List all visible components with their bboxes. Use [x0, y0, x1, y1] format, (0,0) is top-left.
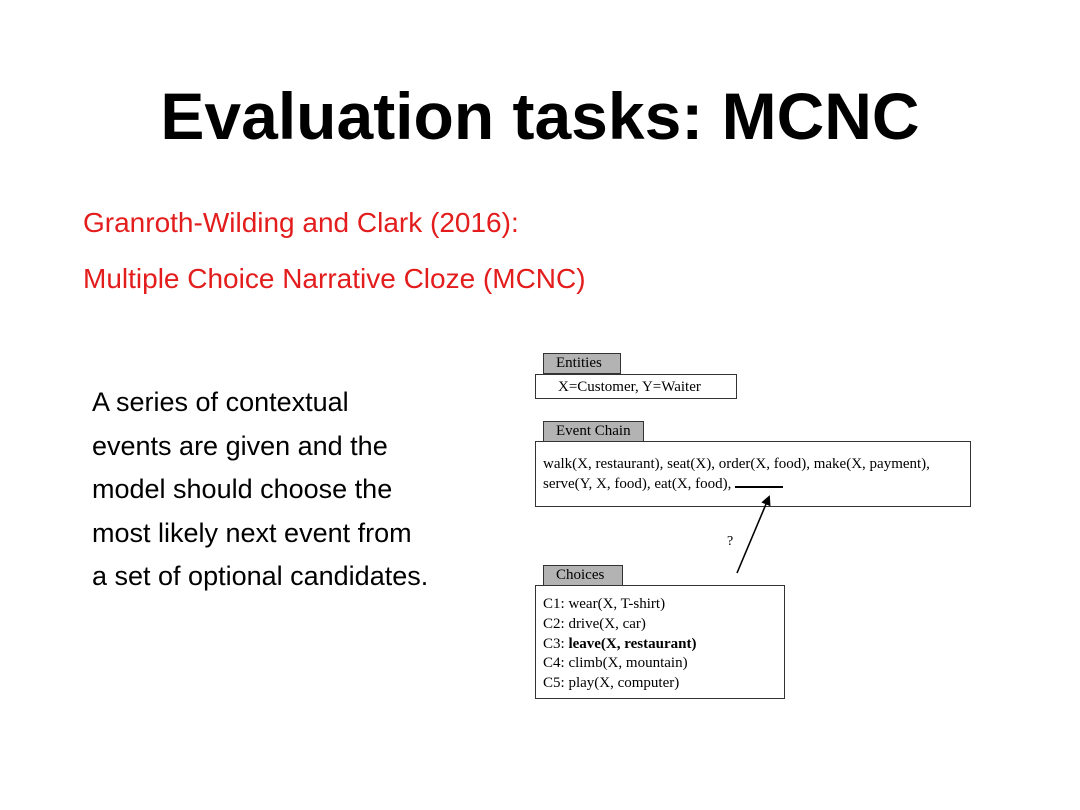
choice-item: [543, 654, 784, 674]
citation-line: Granroth-Wilding and Clark (2016):: [83, 207, 519, 238]
entities-box: [535, 374, 737, 399]
choice-id: C4:: [543, 655, 569, 672]
choice-item: [543, 674, 784, 694]
description-line: A series of contextual: [92, 387, 349, 417]
choice-item-correct: [543, 635, 784, 655]
description-line: model should choose the: [92, 474, 393, 504]
entities-value: X=Customer, Y=Waiter: [558, 379, 701, 395]
description-line: events are given and the: [92, 430, 388, 461]
event-chain-tab-label: Event Chain: [543, 421, 644, 442]
entities-tab-label: Entities: [543, 353, 621, 374]
choice-id: C1:: [543, 596, 569, 612]
event-chain-line-text: serve(Y, X, food), eat(X, food),: [543, 476, 732, 492]
task-name-line: Multiple Choice Narrative Cloze (MCNC): [83, 263, 586, 294]
choices-box: [535, 585, 785, 699]
slide-title: Evaluation tasks: MCNC: [160, 79, 920, 153]
choice-id: C2:: [543, 615, 569, 632]
description-line: most likely next event from: [92, 517, 412, 548]
choice-item: [543, 595, 784, 615]
event-chain-line: walk(X, restaurant), seat(X), order(X, food), make(X, payment),: [543, 456, 930, 472]
missing-event-blank: [735, 474, 783, 488]
question-mark: ?: [727, 534, 734, 549]
choice-event: climb(X, mountain): [568, 655, 688, 672]
choice-event: drive(X, car): [568, 615, 646, 632]
choice-event: play(X, computer): [568, 675, 680, 692]
choice-id: C3:: [543, 635, 569, 652]
description-line: a set of optional candidates.: [92, 561, 429, 591]
event-chain-box: [535, 441, 971, 507]
choice-event-correct: leave(X, restaurant): [568, 635, 697, 652]
choice-event: wear(X, T-shirt): [568, 596, 666, 612]
choices-tab-label: Choices: [543, 565, 623, 586]
choice-item: [543, 615, 784, 635]
arrow-line: [737, 497, 769, 573]
event-chain-line: [543, 474, 970, 494]
task-description: [92, 381, 512, 599]
choice-id: C5:: [543, 675, 569, 692]
